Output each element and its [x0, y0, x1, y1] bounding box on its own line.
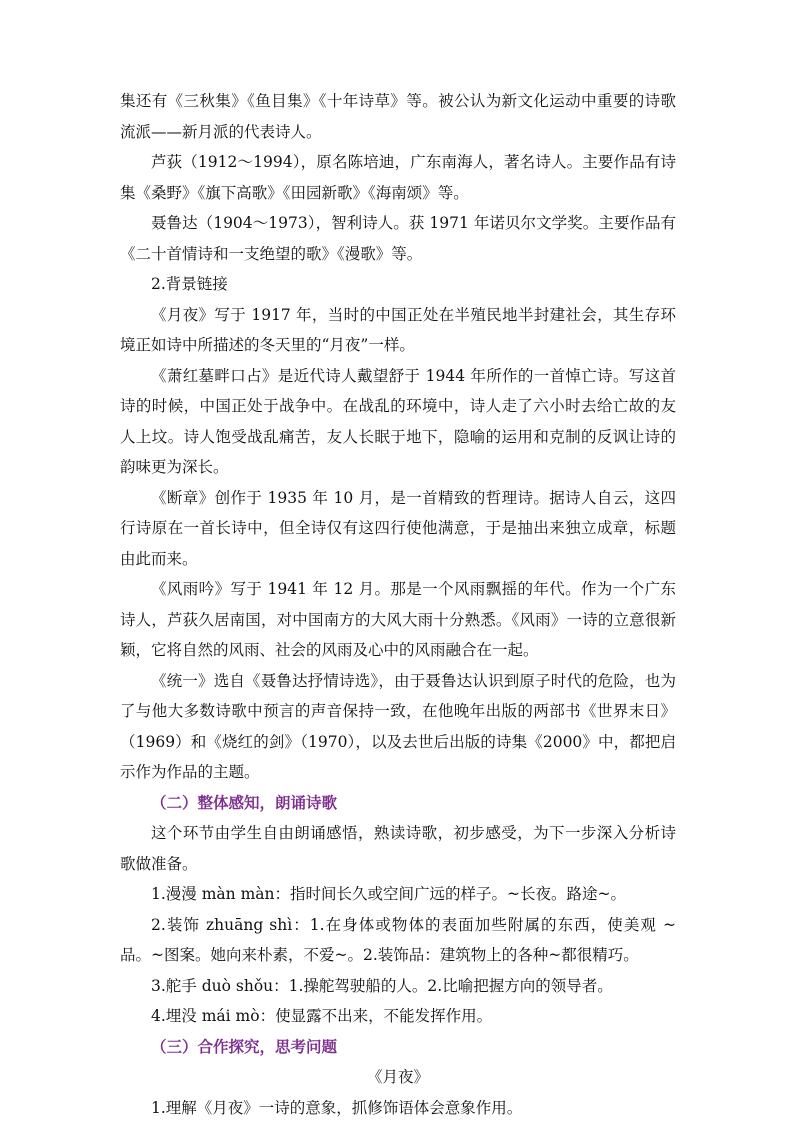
paragraph-bian-zhilin-works: 集还有《三秋集》《鱼目集》《十年诗草》等。被公认为新文化运动中重要的诗歌流派——新月派的代表诗人。: [120, 92, 676, 141]
section-heading-cooperative-inquiry: （三）合作探究，思考问题: [151, 1036, 338, 1056]
paragraph-lu-di-bio: 芦荻（1912～1994），原名陈培迪，广东南海人，著名诗人。主要作品有诗集《桑野》《旗下高歌》《田园新歌》《海南颂》等。: [120, 153, 676, 202]
paragraph-tongyi-background: 《统一》选自《聂鲁达抒情诗选》，由于聂鲁达认识到原子时代的危险，也为了与他大多数诗歌中预言的声音保持一致，在他晚年出版的两部书《世界末日》（1969）和《烧红的剑》（1970），以及去世后出版的诗集《2000》中，都把启示作为作品的主题。: [120, 671, 676, 781]
poem-title: 《月夜》: [366, 1068, 429, 1086]
paragraph-fengyuyin-background: 《风雨吟》写于 1941 年 12 月。那是一个风雨飘摇的年代。作为一个广东诗人，芦荻久居南国，对中国南方的大风大雨十分熟悉。《风雨》一诗的立意很新颖，它将自然的风雨、社会的风雨及心中的风雨融合在一起。: [120, 580, 676, 659]
paragraph-neruda-bio: 聂鲁达（1904～1973），智利诗人。获 1971 年诺贝尔文学奖。主要作品有《二十首情诗和一支绝望的歌》《漫歌》等。: [120, 214, 676, 263]
paragraph-duanzhang-background: 《断章》创作于 1935 年 10 月，是一首精致的哲理诗。据诗人自云，这四行诗原在一首长诗中，但全诗仅有这四行使他满意，于是抽出来独立成章，标题由此而来。: [120, 488, 676, 568]
vocab-item-zhuangshi: 2.装饰 zhuāng shì：1.在身体或物体的表面加些附属的东西，使美观 ~品。~图案。她向来朴素，不爱~。2.装饰品：建筑物上的各种~都很精巧。: [120, 915, 676, 964]
paragraph-yueye-background: 《月夜》写于 1917 年，当时的中国正处在半殖民地半封建社会，其生存环境正如诗中所描述的冬天里的“月夜”一样。: [120, 305, 676, 354]
document-page: [120, 86, 676, 1123]
vocab-item-maimo: 4.埋没 mái mò：使显露不出来，不能发挥作用。: [151, 1007, 493, 1025]
vocab-item-manman: 1.漫漫 màn màn：指时间长久或空间广远的样子。~长夜。路途~。: [151, 885, 626, 903]
section-intro: 这个环节由学生自由朗诵感悟，熟读诗歌，初步感受，为下一步深入分析诗歌做准备。: [120, 824, 676, 873]
question-item: 1.理解《月夜》一诗的意象，抓修饰语体会意象作用。: [151, 1098, 523, 1117]
background-link-heading: 2.背景链接: [151, 275, 228, 293]
section-heading-overall-perception: （二）整体感知，朗诵诗歌: [151, 792, 338, 812]
vocab-item-duoshou: 3.舵手 duò shǒu：1.操舵驾驶船的人。2.比喻把握方向的领导者。: [151, 976, 613, 995]
paragraph-xiaohong-background: 《萧红墓畔口占》是近代诗人戴望舒于 1944 年所作的一首悼亡诗。写这首诗的时候，中国正处于战争中。在战乱的环境中，诗人走了六小时去给亡故的友人上坟。诗人饱受战乱痛苦，友人长眠于地下，隐喻的运用和克制的反讽让诗的韵味更为深长。: [120, 366, 676, 476]
